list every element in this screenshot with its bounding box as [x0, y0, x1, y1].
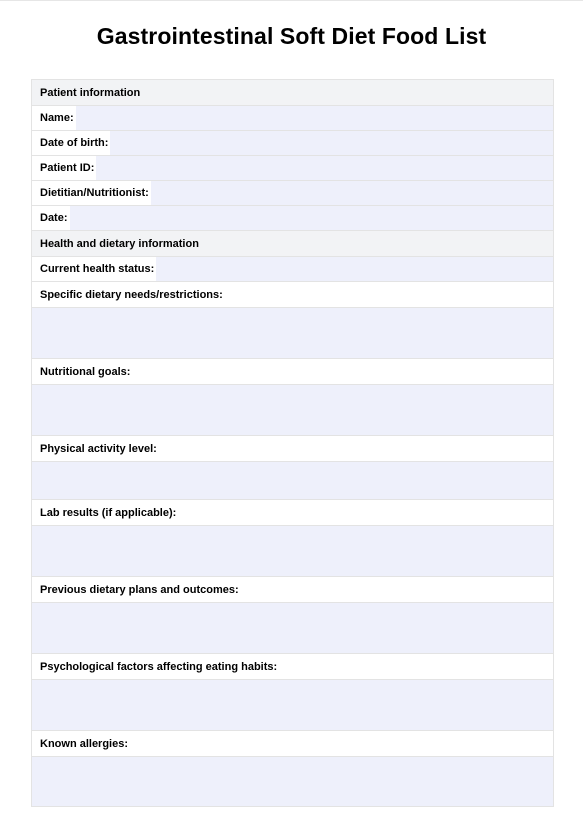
lab-results-label: Lab results (if applicable):: [32, 499, 553, 525]
section-heading-label: Health and dietary information: [40, 237, 199, 250]
psychological-factors-label: Psychological factors affecting eating habits:: [32, 653, 553, 679]
psychological-factors-textarea[interactable]: [32, 679, 553, 730]
current-health-status-label: Current health status:: [32, 257, 156, 281]
page-title: Gastrointestinal Soft Diet Food List: [96, 23, 487, 49]
current-health-status-field[interactable]: [32, 256, 553, 281]
known-allergies-textarea[interactable]: [32, 756, 553, 806]
date-of-birth-label: Date of birth:: [32, 131, 110, 155]
section-heading-health-dietary: [32, 230, 553, 256]
dietitian-label: Dietitian/Nutritionist:: [32, 181, 151, 205]
nutritional-goals-textarea[interactable]: [32, 384, 553, 435]
nutritional-goals-label: Nutritional goals:: [32, 358, 553, 384]
name-label: Name:: [32, 106, 76, 130]
specific-dietary-needs-textarea[interactable]: [32, 307, 553, 358]
name-field[interactable]: [32, 105, 553, 130]
physical-activity-textarea[interactable]: [32, 461, 553, 499]
previous-plans-textarea[interactable]: [32, 602, 553, 653]
patient-id-field[interactable]: [32, 155, 553, 180]
dietitian-field[interactable]: [32, 180, 553, 205]
lab-results-textarea[interactable]: [32, 525, 553, 576]
section-heading-patient-information: [32, 79, 553, 105]
date-field[interactable]: [32, 205, 553, 230]
previous-plans-label: Previous dietary plans and outcomes:: [32, 576, 553, 602]
known-allergies-label: Known allergies:: [32, 730, 553, 756]
date-of-birth-field[interactable]: [32, 130, 553, 155]
specific-dietary-needs-label: Specific dietary needs/restrictions:: [32, 281, 553, 307]
section-heading-label: Patient information: [40, 86, 141, 99]
date-label: Date:: [32, 206, 70, 230]
patient-id-label: Patient ID:: [32, 156, 96, 180]
physical-activity-label: Physical activity level:: [32, 435, 553, 461]
patient-form: [31, 79, 554, 807]
